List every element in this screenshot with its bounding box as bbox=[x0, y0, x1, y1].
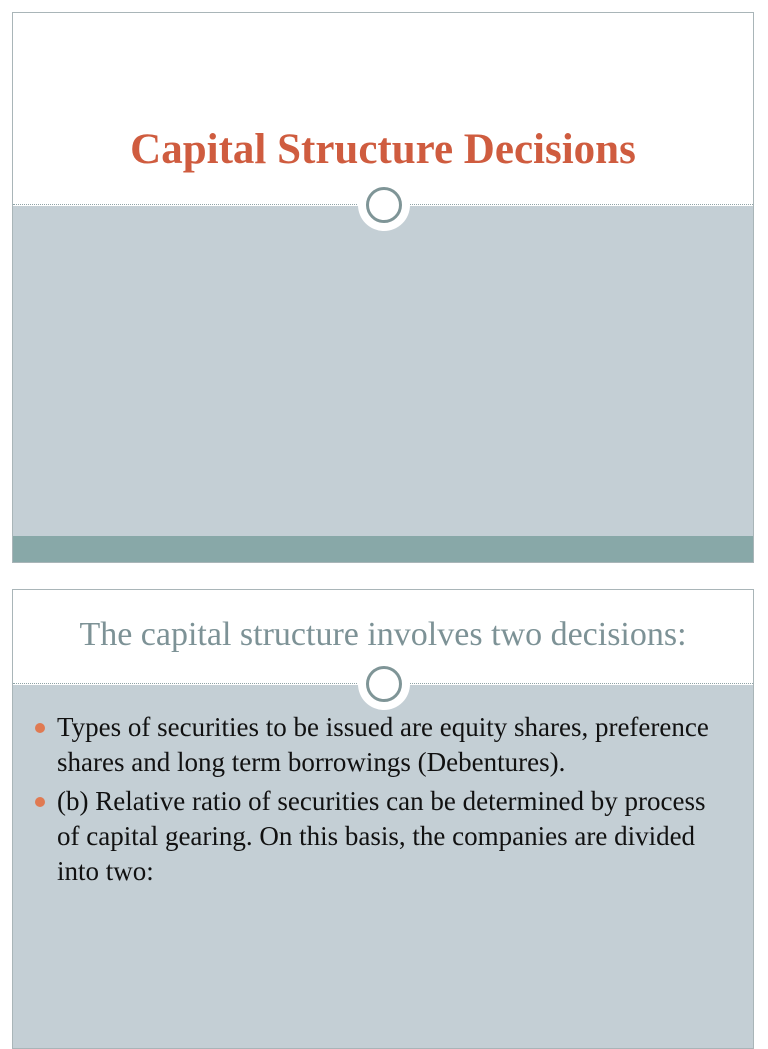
slide-title: Capital Structure Decisions bbox=[130, 126, 636, 173]
bullet-dot-icon bbox=[35, 723, 45, 733]
list-item bbox=[33, 710, 733, 780]
title-slide-body bbox=[13, 206, 753, 562]
slide-heading: The capital structure involves two decisions: bbox=[79, 616, 687, 653]
list-item bbox=[33, 784, 733, 889]
title-slide bbox=[12, 12, 754, 563]
footer-band bbox=[13, 536, 753, 562]
bullet-dot-icon bbox=[35, 797, 45, 807]
bullet-text: (b) Relative ratio of securities can be determined by process of capital gearing. On this basis, the companies are divided into two: bbox=[57, 786, 706, 886]
title-slide-header bbox=[13, 13, 753, 206]
bullet-list bbox=[33, 710, 733, 893]
bullet-text: Types of securities to be issued are equity shares, preference shares and long term borrowings (Debentures). bbox=[57, 712, 709, 777]
circle-ornament-icon bbox=[358, 179, 410, 231]
circle-ornament-icon bbox=[358, 658, 410, 710]
content-slide bbox=[12, 589, 754, 1049]
